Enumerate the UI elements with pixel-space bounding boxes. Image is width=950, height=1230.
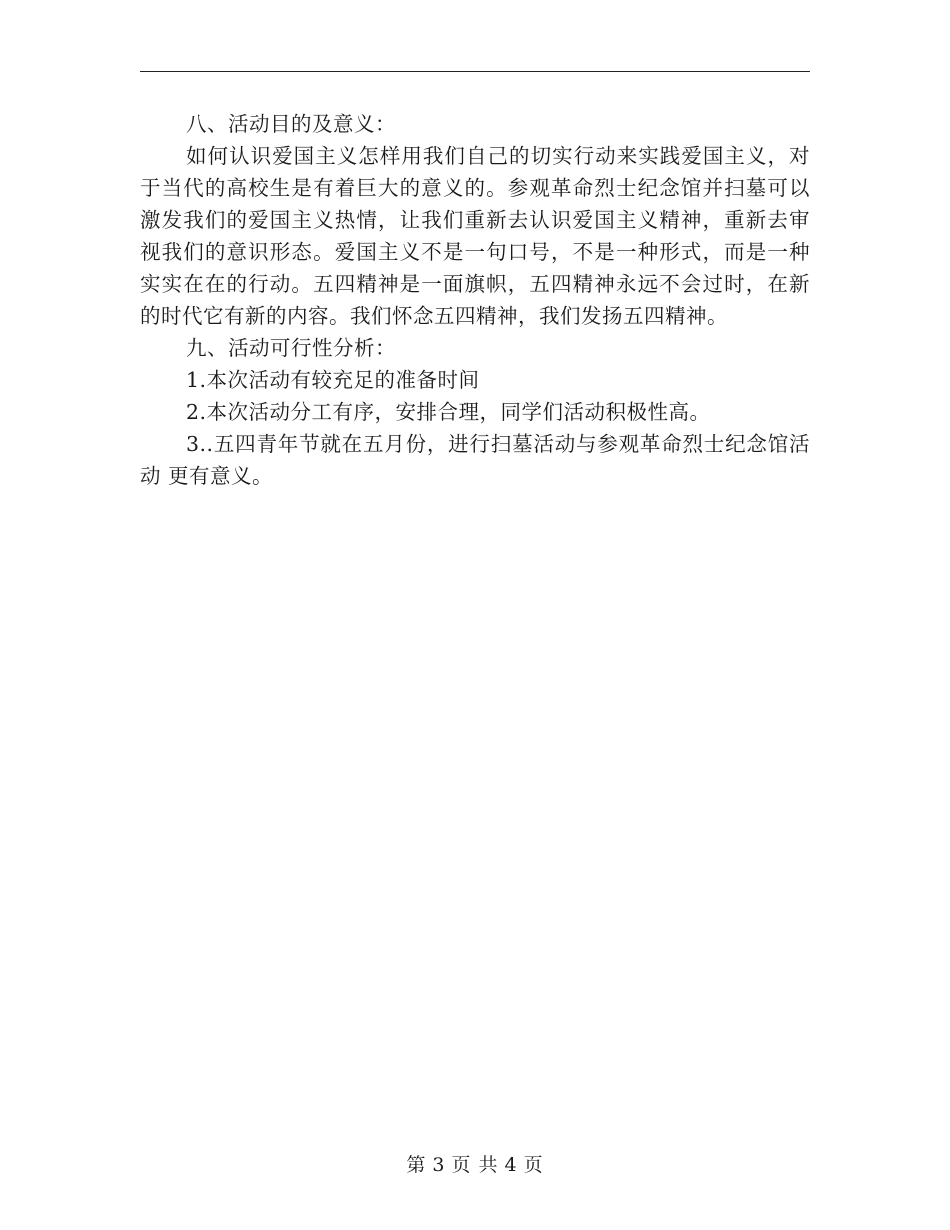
section-heading-feasibility: 九、活动可行性分析： <box>186 336 396 360</box>
feasibility-item-2: 2.本次活动分工有序，安排合理，同学们活动积极性高。 <box>186 400 711 424</box>
page-prefix: 第 <box>406 1154 427 1176</box>
total-pages-number: 4 <box>504 1154 518 1176</box>
page-suffix: 页 <box>523 1154 544 1176</box>
document-body <box>140 108 810 492</box>
page-number-footer <box>0 1153 950 1177</box>
current-page-number: 3 <box>432 1154 446 1176</box>
feasibility-item-3: 3..五四青年节就在五月份，进行扫墓活动与参观革命烈士纪念馆活动 更有意义。 <box>140 432 810 488</box>
feasibility-item-1: 1.本次活动有较充足的准备时间 <box>186 368 480 392</box>
page-middle-text: 页 共 <box>451 1154 499 1176</box>
header-divider <box>140 71 810 72</box>
purpose-paragraph: 如何认识爱国主义怎样用我们自己的切实行动来实践爱国主义，对于当代的高校生是有着巨大的意义的。参观革命烈士纪念馆并扫墓可以激发我们的爱国主义热情，让我们重新去认识爱国主义精神，重新去审视我们的意识形态。爱国主义不是一句口号，不是一种形式，而是一种实实在在的行动。五四精神是一面旗帜，五四精神永远不会过时，在新的时代它有新的内容。我们怀念五四精神，我们发扬五四精神。 <box>140 144 810 328</box>
section-heading-purpose: 八、活动目的及意义： <box>186 112 396 136</box>
